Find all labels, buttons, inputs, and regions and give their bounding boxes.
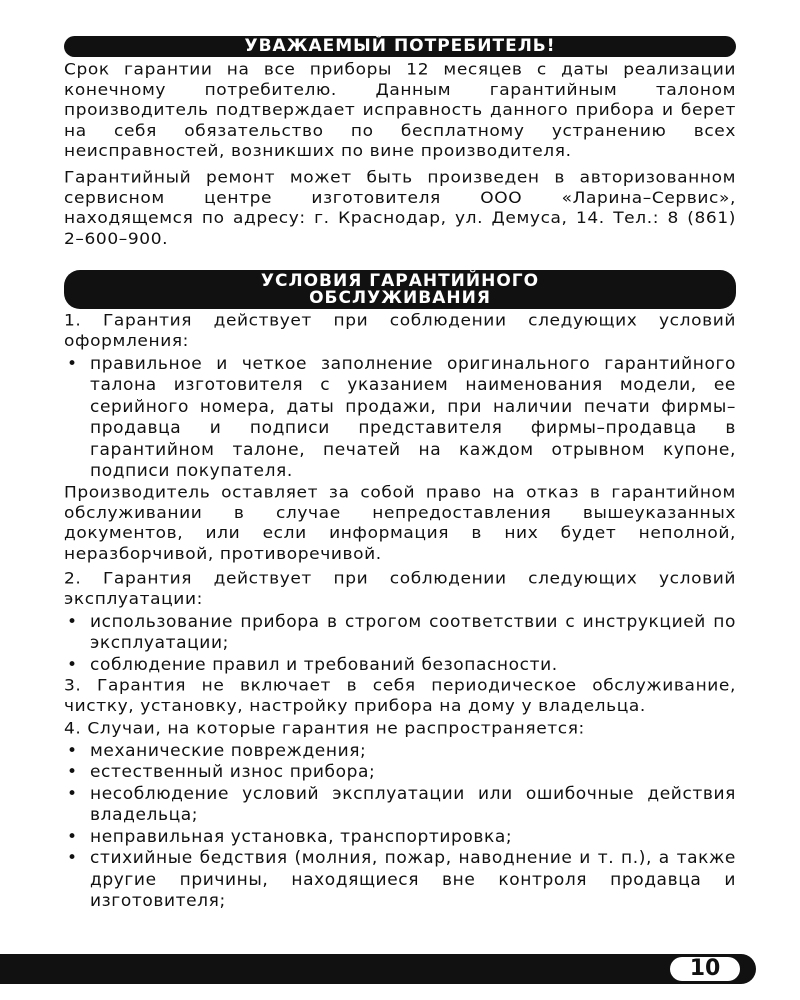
- heading-dear-consumer: [64, 36, 736, 57]
- heading-text: УВАЖАЕМЫЙ ПОТРЕБИТЕЛЬ!: [244, 36, 556, 56]
- condition-4: 4. Случаи, на которые гарантия не распространяется:: [64, 719, 585, 738]
- condition-3: 3. Гарантия не включает в себя периодическое обслуживание, чистку, установку, настройку прибора на дому у владельца.: [64, 676, 736, 716]
- list-item: • естественный износ прибора;: [64, 762, 736, 784]
- heading-line-2: ОБСЛУЖИВАНИЯ: [309, 287, 491, 308]
- list-item: • несоблюдение условий эксплуатации или ошибочные действия владельца;: [64, 784, 736, 827]
- condition-2: 2. Гарантия действует при соблюдении следующих условий эксплуатации:: [64, 568, 736, 608]
- list-item: • неправильная установка, транспортировка;: [64, 827, 736, 849]
- condition-2-list: [64, 612, 736, 677]
- document-page: [64, 36, 736, 913]
- condition-1: 1. Гарантия действует при соблюдении следующих условий оформления:: [64, 310, 736, 350]
- condition-1-list: [64, 354, 736, 483]
- paragraph-warranty-period: Срок гарантии на все приборы 12 месяцев с даты реализации конечному потребителю. Данным гарантийным талоном производитель подтверждает исправность данного прибора и берет на себя обязательство по бесплатному устранению всех неисправностей, возникших по вине производителя.: [64, 60, 736, 161]
- heading-warranty-conditions: [64, 270, 736, 309]
- condition-4-list: [64, 741, 736, 913]
- list-item: • стихийные бедствия (молния, пожар, наводнение и т. п.), а также другие причины, находящиеся вне контроля продавца и изготовителя;: [64, 848, 736, 913]
- footer-bar: [0, 954, 756, 984]
- page-number: 10: [670, 957, 740, 981]
- refusal-note: Производитель оставляет за собой право на отказ в гарантийном обслуживании в случае непредоставления вышеуказанных документов, или если информация в них будет неполной, неразборчивой, противоречивой.: [64, 482, 736, 563]
- list-item: • правильное и четкое заполнение оригинального гарантийного талона изготовителя с указанием наименования модели, ее серийного номера, даты продажи, при наличии печати фирмы–продавца и подписи представителя фирмы–продавца в гарантийном талоне, печатей на каждом отрывном купоне, подписи покупателя.: [64, 354, 736, 483]
- list-item: • соблюдение правил и требований безопасности.: [64, 655, 736, 677]
- list-item: • механические повреждения;: [64, 741, 736, 763]
- paragraph-service-center: Гарантийный ремонт может быть произведен в авторизованном сервисном центре изготовителя ООО «Ларина–Сервис», находящемся по адресу: г. Краснодар, ул. Демуса, 14. Тел.: 8 (861) 2–600–900.: [64, 167, 736, 248]
- list-item: • использование прибора в строгом соответствии с инструкцией по эксплуатации;: [64, 612, 736, 655]
- heading-line-1: УСЛОВИЯ ГАРАНТИЙНОГО: [260, 270, 540, 291]
